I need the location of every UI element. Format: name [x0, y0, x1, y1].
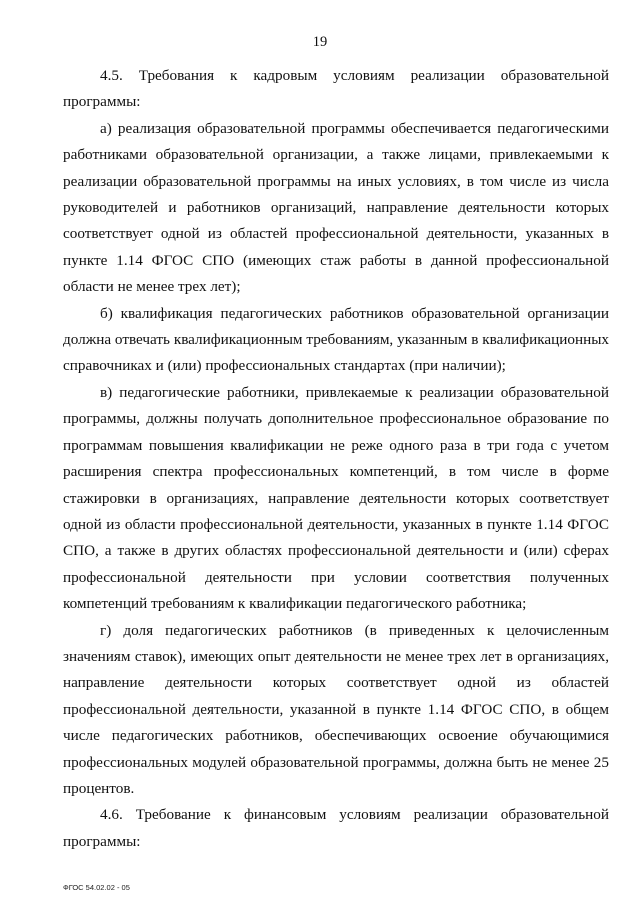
item-b-paragraph: б) квалификация педагогических работников образовательной организации должна отвечать квалификационным требованиям, указанным в квалификационных справочниках и (или) профессиональных стандартах (при наличии);	[63, 304, 609, 375]
item-v-paragraph: в) педагогические работники, привлекаемые к реализации образовательной программы, должны получать дополнительное профессиональное образование по программам повышения квалификации не реже одного раза в три года с учетом расширения спектра профессиональных компетенций, в том числе в форме стажировки в организациях, направление деятельности которых соответствует одной из области профессиональной деятельности, указанных в пункте 1.14 ФГОС СПО, а также в других областях профессиональной деятельности и (или) сферах профессиональной деятельности при условии соответствия полученных компетенций требованиям к квалификации педагогического работника;	[63, 383, 609, 613]
item-a-paragraph: а) реализация образовательной программы обеспечивается педагогическими работниками образовательной организации, а также лицами, привлекаемыми к реализации образовательной программы на иных условиях, в том числе из числа руководителей и работников организаций, направление деятельности которых соответствует одной из областей профессиональной деятельности, указанных в пункте 1.14 ФГОС СПО (имеющих стаж работы в данной профессиональной области не менее трех лет);	[63, 119, 609, 296]
section-4-5-heading: 4.5. Требования к кадровым условиям реализации образовательной программы:	[63, 67, 609, 111]
item-g-paragraph: г) доля педагогических работников (в приведенных к целочисленным значениям ставок), имеющих опыт деятельности не менее трех лет в организациях, направление деятельности которых соответствует одной из областей профессиональной деятельности, указанной в пункте 1.14 ФГОС СПО, в общем числе педагогических работников, обеспечивающих освоение обучающимися профессиональных модулей образовательной программы, должна быть не менее 25 процентов.	[63, 621, 609, 797]
section-4-6-heading: 4.6. Требование к финансовым условиям реализации образовательной программы:	[63, 806, 609, 850]
page-footer: ФГОС 54.02.02 - 05	[63, 883, 130, 892]
page-number: 19	[312, 34, 328, 50]
document-body	[63, 63, 609, 855]
